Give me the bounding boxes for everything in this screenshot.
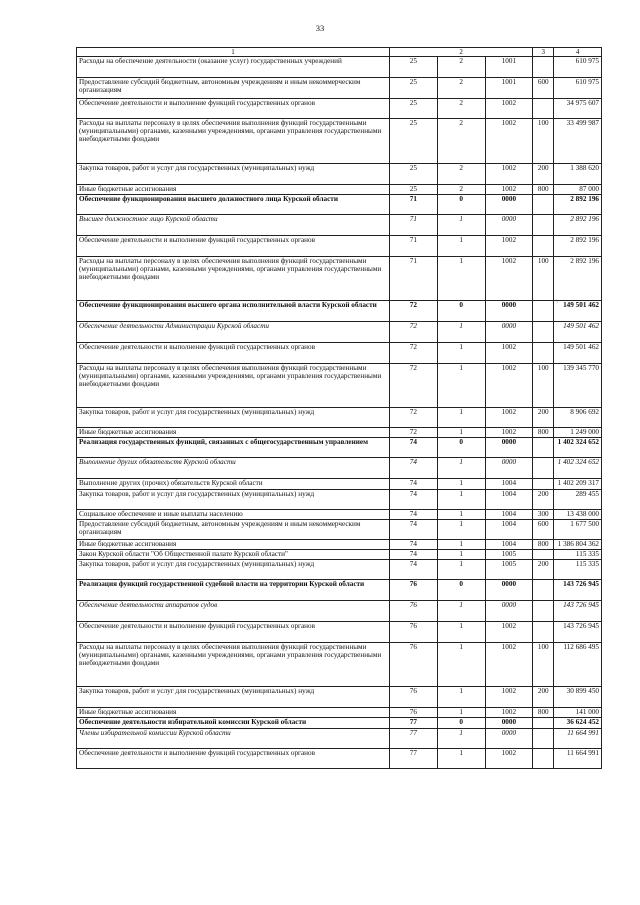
row-sum-cell: 1 388 620 [554, 164, 602, 185]
row-name-cell: Иные бюджетные ассигнования [77, 540, 390, 550]
table-row [77, 687, 602, 708]
row-code-c-cell: 1004 [485, 540, 533, 550]
row-vr-cell: 100 [533, 643, 554, 687]
row-sum-cell: 2 892 196 [554, 215, 602, 236]
row-code-c-cell: 1005 [485, 550, 533, 560]
row-code-b-cell: 1 [437, 408, 485, 428]
row-code-a-cell: 74 [390, 438, 438, 458]
row-sum-cell: 33 499 987 [554, 119, 602, 164]
row-code-b-cell: 1 [437, 729, 485, 749]
row-code-a-cell: 25 [390, 164, 438, 185]
budget-table-body [77, 48, 602, 769]
row-code-c-cell: 1002 [485, 708, 533, 718]
row-code-c-cell: 0000 [485, 601, 533, 622]
row-code-a-cell: 76 [390, 601, 438, 622]
row-code-a-cell: 74 [390, 540, 438, 550]
row-vr-cell: 200 [533, 490, 554, 510]
row-sum-cell: 149 501 462 [554, 322, 602, 343]
row-sum-cell: 143 726 945 [554, 601, 602, 622]
row-code-c-cell: 1002 [485, 236, 533, 257]
row-code-a-cell: 76 [390, 622, 438, 643]
row-name-cell: Расходы на выплаты персоналу в целях обеспечения выполнения функций государственными (муниципальными) органами, казенными учреждениями, органами управления государственными внебюджетными фондами [77, 643, 390, 687]
row-code-c-cell: 1001 [485, 57, 533, 78]
table-row [77, 408, 602, 428]
header-col-1: 1 [77, 48, 390, 57]
table-header-row [77, 48, 602, 57]
row-sum-cell: 143 726 945 [554, 622, 602, 643]
table-row [77, 458, 602, 479]
row-sum-cell: 11 664 991 [554, 729, 602, 749]
row-code-c-cell: 1002 [485, 749, 533, 769]
table-row [77, 520, 602, 540]
row-sum-cell: 8 906 692 [554, 408, 602, 428]
row-vr-cell: 200 [533, 560, 554, 580]
row-vr-cell [533, 236, 554, 257]
page-number: 33 [315, 23, 325, 33]
table-row [77, 729, 602, 749]
row-code-c-cell: 1004 [485, 490, 533, 510]
row-code-c-cell: 1001 [485, 78, 533, 99]
row-vr-cell: 200 [533, 164, 554, 185]
header-col-2: 2 [390, 48, 533, 57]
row-code-a-cell: 72 [390, 364, 438, 408]
row-sum-cell: 149 501 462 [554, 343, 602, 364]
row-code-a-cell: 74 [390, 490, 438, 510]
row-code-b-cell: 1 [437, 643, 485, 687]
row-name-cell: Иные бюджетные ассигнования [77, 185, 390, 195]
row-name-cell: Обеспечение деятельности аппаратов судов [77, 601, 390, 622]
row-code-c-cell: 1002 [485, 408, 533, 428]
table-row [77, 195, 602, 215]
row-code-a-cell: 76 [390, 687, 438, 708]
row-code-c-cell: 0000 [485, 458, 533, 479]
row-code-a-cell: 74 [390, 520, 438, 540]
row-sum-cell: 34 975 607 [554, 99, 602, 119]
table-row [77, 57, 602, 78]
row-sum-cell: 610 975 [554, 57, 602, 78]
row-code-c-cell: 0000 [485, 301, 533, 322]
row-code-c-cell: 1002 [485, 343, 533, 364]
row-name-cell: Члены избирательной комиссии Курской области [77, 729, 390, 749]
row-code-b-cell: 0 [437, 718, 485, 729]
row-name-cell: Обеспечение деятельности Администрации Курской области [77, 322, 390, 343]
table-row [77, 99, 602, 119]
row-name-cell: Реализация государственных функций, связанных с общегосударственным управлением [77, 438, 390, 458]
row-vr-cell [533, 749, 554, 769]
table-row [77, 343, 602, 364]
row-sum-cell: 2 892 196 [554, 236, 602, 257]
row-code-b-cell: 1 [437, 601, 485, 622]
row-vr-cell: 600 [533, 520, 554, 540]
row-code-b-cell: 2 [437, 164, 485, 185]
row-code-c-cell: 1002 [485, 257, 533, 301]
row-code-a-cell: 74 [390, 479, 438, 490]
row-code-b-cell: 1 [437, 560, 485, 580]
table-row [77, 479, 602, 490]
table-row [77, 622, 602, 643]
row-vr-cell [533, 601, 554, 622]
row-code-b-cell: 1 [437, 215, 485, 236]
row-name-cell: Высшее должностное лицо Курской области [77, 215, 390, 236]
budget-table [76, 47, 602, 769]
table-row [77, 490, 602, 510]
row-sum-cell: 143 726 945 [554, 580, 602, 601]
table-row [77, 119, 602, 164]
row-vr-cell: 200 [533, 687, 554, 708]
row-sum-cell: 289 455 [554, 490, 602, 510]
row-code-c-cell: 1002 [485, 164, 533, 185]
row-name-cell: Обеспечение деятельности и выполнение функций государственных органов [77, 99, 390, 119]
row-vr-cell [533, 57, 554, 78]
row-code-c-cell: 1002 [485, 428, 533, 438]
row-name-cell: Закупка товаров, работ и услуг для государственных (муниципальных) нужд [77, 164, 390, 185]
row-vr-cell [533, 195, 554, 215]
row-code-c-cell: 1005 [485, 560, 533, 580]
row-vr-cell: 100 [533, 119, 554, 164]
row-vr-cell [533, 580, 554, 601]
table-row [77, 749, 602, 769]
row-name-cell: Обеспечение деятельности и выполнение функций государственных органов [77, 749, 390, 769]
row-code-c-cell: 0000 [485, 580, 533, 601]
row-code-c-cell: 1004 [485, 520, 533, 540]
row-code-a-cell: 25 [390, 185, 438, 195]
row-vr-cell [533, 438, 554, 458]
row-code-b-cell: 1 [437, 708, 485, 718]
row-name-cell: Расходы на выплаты персоналу в целях обеспечения выполнения функций государственными (муниципальными) органами, казенными учреждениями, органами управления государственными внебюджетными фондами [77, 257, 390, 301]
row-code-c-cell: 0000 [485, 438, 533, 458]
row-code-a-cell: 74 [390, 560, 438, 580]
row-vr-cell: 200 [533, 408, 554, 428]
table-row [77, 510, 602, 520]
row-code-c-cell: 0000 [485, 718, 533, 729]
row-vr-cell [533, 215, 554, 236]
header-col-3: 3 [533, 48, 554, 57]
row-code-a-cell: 71 [390, 236, 438, 257]
table-row [77, 215, 602, 236]
row-name-cell: Социальное обеспечение и иные выплаты населению [77, 510, 390, 520]
row-vr-cell: 800 [533, 185, 554, 195]
row-vr-cell: 100 [533, 257, 554, 301]
row-name-cell: Обеспечение функционирования высшего органа исполнительной власти Курской области [77, 301, 390, 322]
row-sum-cell: 115 335 [554, 560, 602, 580]
row-code-b-cell: 2 [437, 78, 485, 99]
row-name-cell: Выполнение других обязательств Курской области [77, 458, 390, 479]
table-row [77, 301, 602, 322]
row-code-b-cell: 1 [437, 622, 485, 643]
row-code-c-cell: 1002 [485, 185, 533, 195]
row-sum-cell: 115 335 [554, 550, 602, 560]
table-row [77, 438, 602, 458]
row-name-cell: Выполнение других (прочих) обязательств Курской области [77, 479, 390, 490]
table-row [77, 643, 602, 687]
row-vr-cell [533, 458, 554, 479]
row-sum-cell: 1 402 324 652 [554, 458, 602, 479]
row-code-a-cell: 25 [390, 99, 438, 119]
row-code-a-cell: 72 [390, 301, 438, 322]
row-name-cell: Иные бюджетные ассигнования [77, 708, 390, 718]
row-code-a-cell: 77 [390, 749, 438, 769]
row-code-c-cell: 1004 [485, 510, 533, 520]
table-row [77, 185, 602, 195]
row-code-b-cell: 1 [437, 236, 485, 257]
row-sum-cell: 30 899 450 [554, 687, 602, 708]
row-code-a-cell: 74 [390, 458, 438, 479]
scan-mark: \ [556, 299, 558, 305]
table-row [77, 257, 602, 301]
row-code-b-cell: 1 [437, 364, 485, 408]
row-code-b-cell: 2 [437, 99, 485, 119]
row-code-b-cell: 1 [437, 490, 485, 510]
table-row [77, 78, 602, 99]
row-code-a-cell: 25 [390, 119, 438, 164]
row-sum-cell: 2 892 196 [554, 195, 602, 215]
row-code-b-cell: 2 [437, 57, 485, 78]
row-name-cell: Закупка товаров, работ и услуг для государственных (муниципальных) нужд [77, 687, 390, 708]
row-sum-cell: 11 664 991 [554, 749, 602, 769]
row-code-a-cell: 25 [390, 78, 438, 99]
row-code-b-cell: 1 [437, 749, 485, 769]
row-code-b-cell: 1 [437, 520, 485, 540]
row-vr-cell [533, 322, 554, 343]
row-code-a-cell: 76 [390, 580, 438, 601]
row-sum-cell: 141 000 [554, 708, 602, 718]
row-code-c-cell: 1002 [485, 119, 533, 164]
row-vr-cell [533, 99, 554, 119]
row-code-b-cell: 0 [437, 438, 485, 458]
row-name-cell: Иные бюджетные ассигнования [77, 428, 390, 438]
row-name-cell: Закупка товаров, работ и услуг для государственных (муниципальных) нужд [77, 490, 390, 510]
row-code-c-cell: 1002 [485, 643, 533, 687]
row-code-b-cell: 2 [437, 185, 485, 195]
row-name-cell: Закупка товаров, работ и услуг для государственных (муниципальных) нужд [77, 408, 390, 428]
row-code-b-cell: 1 [437, 540, 485, 550]
row-vr-cell [533, 729, 554, 749]
table-row [77, 236, 602, 257]
row-code-b-cell: 2 [437, 119, 485, 164]
row-sum-cell: 36 624 452 [554, 718, 602, 729]
row-sum-cell: 139 345 770 [554, 364, 602, 408]
row-code-b-cell: 1 [437, 322, 485, 343]
row-name-cell: Предоставление субсидий бюджетным, автономным учреждениям и иным некоммерческим организациям [77, 520, 390, 540]
row-vr-cell: 800 [533, 708, 554, 718]
row-vr-cell [533, 343, 554, 364]
table-row [77, 322, 602, 343]
row-code-c-cell: 0000 [485, 322, 533, 343]
table-row [77, 164, 602, 185]
row-code-b-cell: 1 [437, 510, 485, 520]
row-code-b-cell: 1 [437, 479, 485, 490]
row-code-a-cell: 72 [390, 408, 438, 428]
row-sum-cell: 13 438 000 [554, 510, 602, 520]
row-code-a-cell: 71 [390, 215, 438, 236]
row-sum-cell: 1 402 209 317 [554, 479, 602, 490]
row-code-a-cell: 72 [390, 343, 438, 364]
row-vr-cell [533, 718, 554, 729]
row-name-cell: Закон Курской области "Об Общественной палате Курской области" [77, 550, 390, 560]
row-code-a-cell: 72 [390, 428, 438, 438]
table-row [77, 708, 602, 718]
row-code-a-cell: 74 [390, 550, 438, 560]
row-name-cell: Обеспечение деятельности избирательной комиссии Курской области [77, 718, 390, 729]
row-sum-cell: 1 402 324 652 [554, 438, 602, 458]
table-row [77, 601, 602, 622]
row-vr-cell [533, 301, 554, 322]
row-sum-cell: 149 501 462 [554, 301, 602, 322]
row-name-cell: Расходы на выплаты персоналу в целях обеспечения выполнения функций государственными (муниципальными) органами, казенными учреждениями, органами управления государственными внебюджетными фондами [77, 119, 390, 164]
row-code-a-cell: 74 [390, 510, 438, 520]
row-sum-cell: 610 975 [554, 78, 602, 99]
row-vr-cell: 800 [533, 428, 554, 438]
table-row [77, 560, 602, 580]
row-code-a-cell: 71 [390, 195, 438, 215]
row-name-cell: Расходы на выплаты персоналу в целях обеспечения выполнения функций государственными (муниципальными) органами, казенными учреждениями, органами управления государственными внебюджетными фондами [77, 364, 390, 408]
table-row [77, 580, 602, 601]
row-code-b-cell: 1 [437, 428, 485, 438]
row-sum-cell: 112 686 495 [554, 643, 602, 687]
row-code-a-cell: 71 [390, 257, 438, 301]
table-row [77, 428, 602, 438]
row-code-b-cell: 0 [437, 301, 485, 322]
row-vr-cell: 800 [533, 540, 554, 550]
row-name-cell: Обеспечение функционирования высшего должностного лица Курской области [77, 195, 390, 215]
row-code-c-cell: 1002 [485, 99, 533, 119]
row-code-c-cell: 0000 [485, 729, 533, 749]
row-code-a-cell: 72 [390, 322, 438, 343]
row-vr-cell [533, 622, 554, 643]
row-vr-cell: 300 [533, 510, 554, 520]
row-name-cell: Закупка товаров, работ и услуг для государственных (муниципальных) нужд [77, 560, 390, 580]
row-code-a-cell: 77 [390, 718, 438, 729]
row-code-c-cell: 1004 [485, 479, 533, 490]
header-col-4: 4 [554, 48, 602, 57]
row-vr-cell [533, 550, 554, 560]
row-code-b-cell: 1 [437, 343, 485, 364]
row-code-a-cell: 25 [390, 57, 438, 78]
row-name-cell: Реализация функций государственной судебной власти на территории Курской области [77, 580, 390, 601]
row-code-b-cell: 1 [437, 257, 485, 301]
row-code-b-cell: 1 [437, 550, 485, 560]
row-vr-cell [533, 479, 554, 490]
row-code-c-cell: 1002 [485, 364, 533, 408]
row-name-cell: Обеспечение деятельности и выполнение функций государственных органов [77, 343, 390, 364]
row-code-c-cell: 1002 [485, 622, 533, 643]
row-sum-cell: 1 386 804 362 [554, 540, 602, 550]
row-name-cell: Расходы на обеспечение деятельности (оказание услуг) государственных учреждений [77, 57, 390, 78]
row-vr-cell: 100 [533, 364, 554, 408]
row-code-b-cell: 0 [437, 195, 485, 215]
table-row [77, 364, 602, 408]
row-code-b-cell: 1 [437, 687, 485, 708]
row-sum-cell: 1 677 500 [554, 520, 602, 540]
table-row [77, 540, 602, 550]
row-name-cell: Обеспечение деятельности и выполнение функций государственных органов [77, 236, 390, 257]
row-name-cell: Обеспечение деятельности и выполнение функций государственных органов [77, 622, 390, 643]
row-code-c-cell: 0000 [485, 215, 533, 236]
row-sum-cell: 2 892 196 [554, 257, 602, 301]
row-code-b-cell: 1 [437, 458, 485, 479]
row-vr-cell: 600 [533, 78, 554, 99]
row-sum-cell: 87 000 [554, 185, 602, 195]
row-code-a-cell: 77 [390, 729, 438, 749]
row-code-c-cell: 0000 [485, 195, 533, 215]
row-code-a-cell: 76 [390, 708, 438, 718]
row-code-b-cell: 0 [437, 580, 485, 601]
row-code-c-cell: 1002 [485, 687, 533, 708]
table-row [77, 718, 602, 729]
row-sum-cell: 1 249 000 [554, 428, 602, 438]
row-code-a-cell: 76 [390, 643, 438, 687]
table-row [77, 550, 602, 560]
row-name-cell: Предоставление субсидий бюджетным, автономным учреждениям и иным некоммерческим организациям [77, 78, 390, 99]
